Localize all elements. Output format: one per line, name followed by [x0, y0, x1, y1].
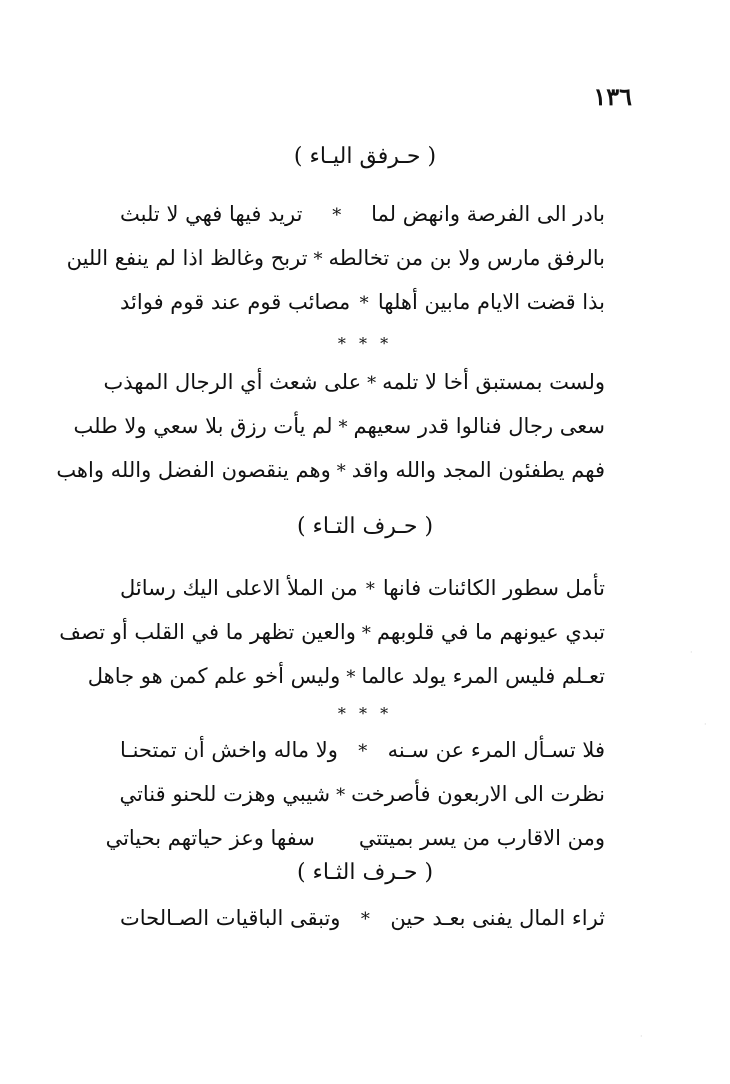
verse-first-hemistich: ولست بمستبق أخا لا تلمه [382, 370, 605, 394]
verse-first-hemistich: تبدي عيونهم ما في قلوبهم [376, 620, 605, 644]
verse-second-hemistich: مصائب قوم عند قوم فوائد [120, 290, 351, 314]
section-heading-ta: ( حـرف التـاء ) [296, 514, 434, 539]
verse-second-hemistich: من الملأ الاعلى اليك رسائل [120, 576, 358, 600]
verse-line [59, 620, 605, 644]
verse-line [120, 906, 605, 930]
verse-separator: * [365, 579, 375, 600]
verse-first-hemistich: نظرت الى الاربعون فأصرخت [351, 782, 605, 806]
verse-separator: * [360, 909, 370, 930]
section-heading-tha: ( حـرف الثـاء ) [296, 860, 434, 885]
verse-separator: * [313, 249, 323, 270]
verse-line [120, 202, 605, 226]
verse-separator: * [358, 741, 368, 762]
stanza-divider: * * * [337, 704, 393, 723]
verse-second-hemistich: والعين تظهر ما في القلب أو تصف [59, 620, 356, 644]
verse-second-hemistich: على شعث أي الرجال المهذب [103, 370, 362, 394]
verse-second-hemistich: لم يأت رزق بلا سعي ولا طلب [73, 414, 333, 438]
verse-line [120, 290, 605, 314]
verse-first-hemistich: بادر الى الفرصة وانهض لما [371, 202, 605, 226]
verse-line [87, 664, 605, 688]
verse-line [120, 782, 605, 806]
verse-separator: * [336, 785, 346, 806]
verse-first-hemistich: فلا تسـأل المرء عن سـنه [387, 738, 605, 762]
stanza-divider: * * * [337, 334, 393, 353]
verse-first-hemistich: بذا قضت الايام مابين أهلها [377, 290, 605, 314]
verse-second-hemistich: شيبي وهزت للحنو قناتي [119, 782, 331, 806]
verse-first-hemistich: ثراء المال يفنى بعـد حين [390, 906, 605, 930]
verse-second-hemistich: وهم ينقصون الفضل والله واهب [56, 458, 331, 482]
verse-separator: * [367, 373, 377, 394]
paper-speck: · [690, 648, 693, 657]
verse-second-hemistich: ولا ماله واخش أن تمتحنـا [120, 738, 338, 762]
verse-second-hemistich: تريد فيها فهي لا تلبث [120, 202, 303, 226]
section-heading-ya: ( حـرفق اليـاء ) [293, 144, 437, 169]
paper-speck: · [704, 720, 707, 729]
paper-speck: · [640, 1032, 643, 1041]
verse-second-hemistich: وتبقى الباقيات الصـالحات [120, 906, 341, 930]
verse-line [105, 826, 605, 850]
verse-second-hemistich: سفها وعز حياتهم بحياتي [105, 826, 315, 850]
verse-first-hemistich: فهم يطفئون المجد والله واقد [351, 458, 605, 482]
page-number: ١٣٦ [593, 82, 632, 111]
verse-second-hemistich: وليس أخو علم كمن هو جاهل [87, 664, 341, 688]
verse-line [120, 576, 605, 600]
verse-separator: * [359, 293, 369, 314]
verse-first-hemistich: بالرفق مارس ولا بن من تخالطه [328, 246, 605, 270]
verse-first-hemistich: تعـلم فليس المرء يولد عالما [361, 664, 605, 688]
verse-separator: * [338, 417, 348, 438]
verse-line [56, 458, 605, 482]
verse-first-hemistich: سعى رجال فنالوا قدر سعيهم [353, 414, 605, 438]
verse-line [120, 738, 605, 762]
verse-separator: * [332, 205, 342, 226]
verse-line [103, 370, 605, 394]
verse-second-hemistich: تربح وغالظ اذا لم ينفع اللين [66, 246, 308, 270]
verse-separator: * [361, 623, 371, 644]
verse-line [73, 414, 605, 438]
verse-line [66, 246, 605, 270]
verse-first-hemistich: تأمل سطور الكائنات فانها [382, 576, 605, 600]
verse-separator: * [346, 667, 356, 688]
verse-separator: * [336, 461, 346, 482]
verse-first-hemistich: ومن الاقارب من يسر بميتتي [358, 826, 605, 850]
